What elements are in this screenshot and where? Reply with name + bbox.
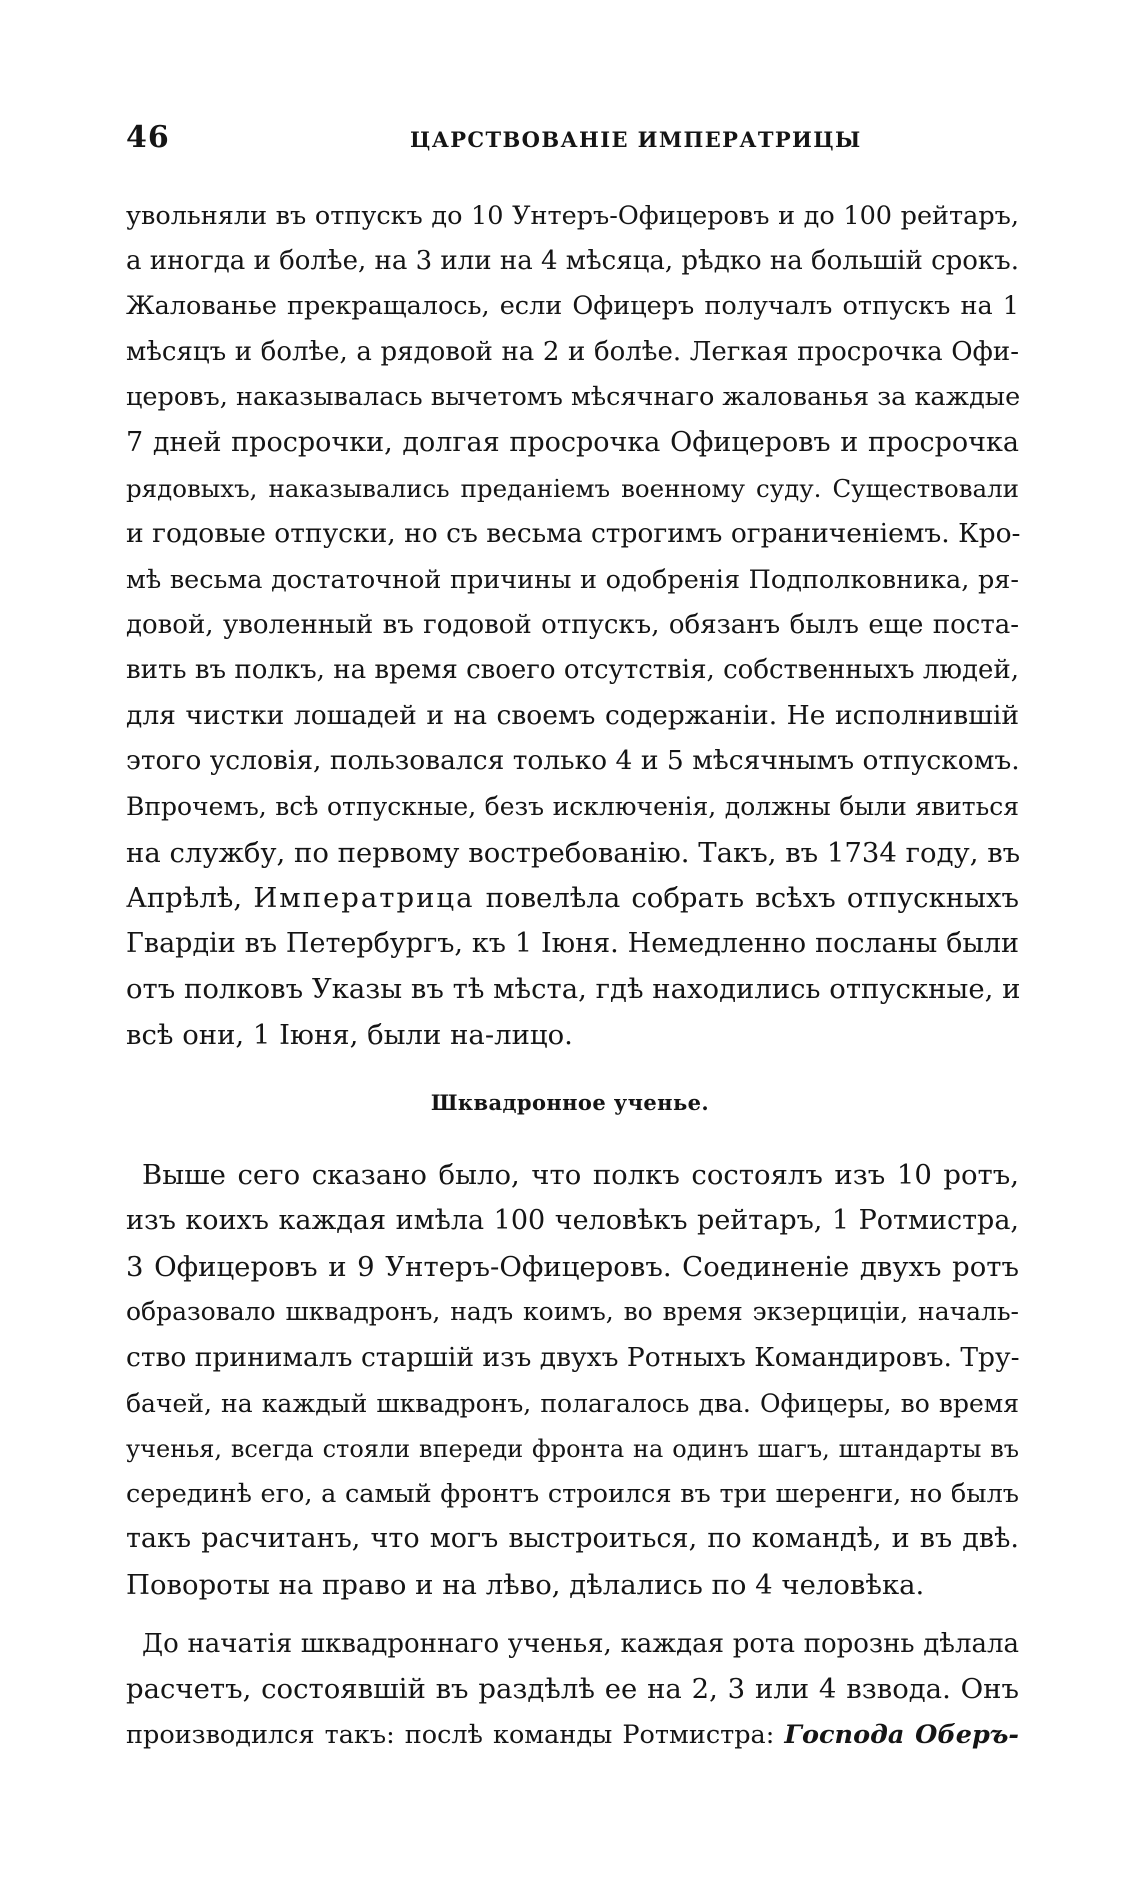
text-line: такъ расчитанъ, что могъ выстроиться, по командѣ, и въ двѣ. [126,1523,1019,1554]
page-number: 46 [126,120,170,155]
text-line: этого условія, пользовался только 4 и 5 мѣсячнымъ отпускомъ. [126,745,1020,776]
text-line: всѣ они, 1 Іюня, были на-лицо. [126,1019,573,1051]
text-line: вить въ полкъ, на время своего отсутствія, собственныхъ людей, [126,655,1019,685]
text-line: и годовые отпуски, но съ весьма строгимъ ограниченіемъ. Кро- [126,518,1021,549]
text-line: 7 дней просрочки, долгая просрочка Офицеровъ и просрочка [126,427,1019,458]
text-line: рядовыхъ, наказывались преданіемъ военному суду. Существовали [126,474,1019,503]
text-line: 3 Офицеровъ и 9 Унтеръ-Офицеровъ. Соединеніе двухъ ротъ [126,1251,1019,1283]
text-fragment: производился такъ: послѣ команды Ротмистра: [126,1720,785,1750]
text-line [126,1718,1019,1752]
text-line: для чистки лошадей и на своемъ содержаніи. Не исполнившій [126,700,1019,731]
text-fragment: повелѣла собрать всѣхъ отпускныхъ [474,882,1019,914]
text-line: Выше сего сказано было, что полкъ состоялъ изъ 10 ротъ, [142,1159,1019,1191]
text-line: расчетъ, состоявшій въ раздѣлѣ ее на 2, 3 или 4 взвода. Онъ [126,1673,1019,1705]
text-line [126,881,1019,915]
text-line: Повороты на право и на лѣво, дѣлались по 4 человѣка. [126,1569,925,1601]
text-line: отъ полковъ Указы въ тѣ мѣста, гдѣ находились отпускные, и [126,973,1021,1005]
text-line: Впрочемъ, всѣ отпускные, безъ исключенія, должны были явиться [126,792,1019,821]
text-line: ученья, всегда стояли впереди фронта на одинъ шагъ, штандарты въ [126,1435,1019,1463]
text-line: серединѣ его, а самый фронтъ строился въ три шеренги, но былъ [126,1479,1019,1509]
text-line: изъ коихъ каждая имѣла 100 человѣкъ рейтаръ, 1 Ротмистра, [126,1205,1019,1236]
text-line: образовало шквадронъ, надъ коимъ, во время экзерциціи, началь- [126,1297,1019,1326]
section-title: Шквадронное ученье. [430,1090,710,1115]
text-line: довой, уволенный въ годовой отпускъ, обязанъ былъ еще поста- [126,610,1019,640]
emphasis-text: Императрица [253,882,475,914]
text-line: Гвардіи въ Петербургъ, къ 1 Іюня. Немедленно посланы были [126,928,1019,959]
text-line: на службу, по первому востребованію. Такъ, въ 1734 году, въ [126,837,1021,869]
text-line: ство принималъ старшій изъ двухъ Ротныхъ Командировъ. Тру- [126,1342,1020,1373]
text-fragment: Апрѣлѣ, [126,882,254,914]
text-line: До начатія шквадроннаго ученья, каждая рота порознь дѣлала [142,1629,1019,1659]
text-line: мѣсяцъ и болѣе, а рядовой на 2 и болѣе. Легкая просрочка Офи- [126,337,1019,367]
text-line: а иногда и болѣе, на 3 или на 4 мѣсяца, рѣдко на большій срокъ. [126,246,1019,276]
text-line: увольняли въ отпускъ до 10 Унтеръ-Офицеровъ и до 100 рейтаръ, [126,201,1019,231]
text-line: Жалованье прекращалось, если Офицеръ получалъ отпускъ на 1 [126,291,1019,321]
text-line: мѣ весьма достаточной причины и одобренія Подполковника, ря- [126,565,1019,595]
italic-text: Господа Оберъ- [784,1720,1019,1750]
running-head: ЦАРСТВОВАНІЕ ИМПЕРАТРИЦЫ [410,127,862,152]
text-line: церовъ, наказывалась вычетомъ мѣсячнаго жалованья за каждые [126,382,1021,412]
text-line: бачей, на каждый шквадронъ, полагалось два. Офицеры, во время [126,1389,1019,1418]
